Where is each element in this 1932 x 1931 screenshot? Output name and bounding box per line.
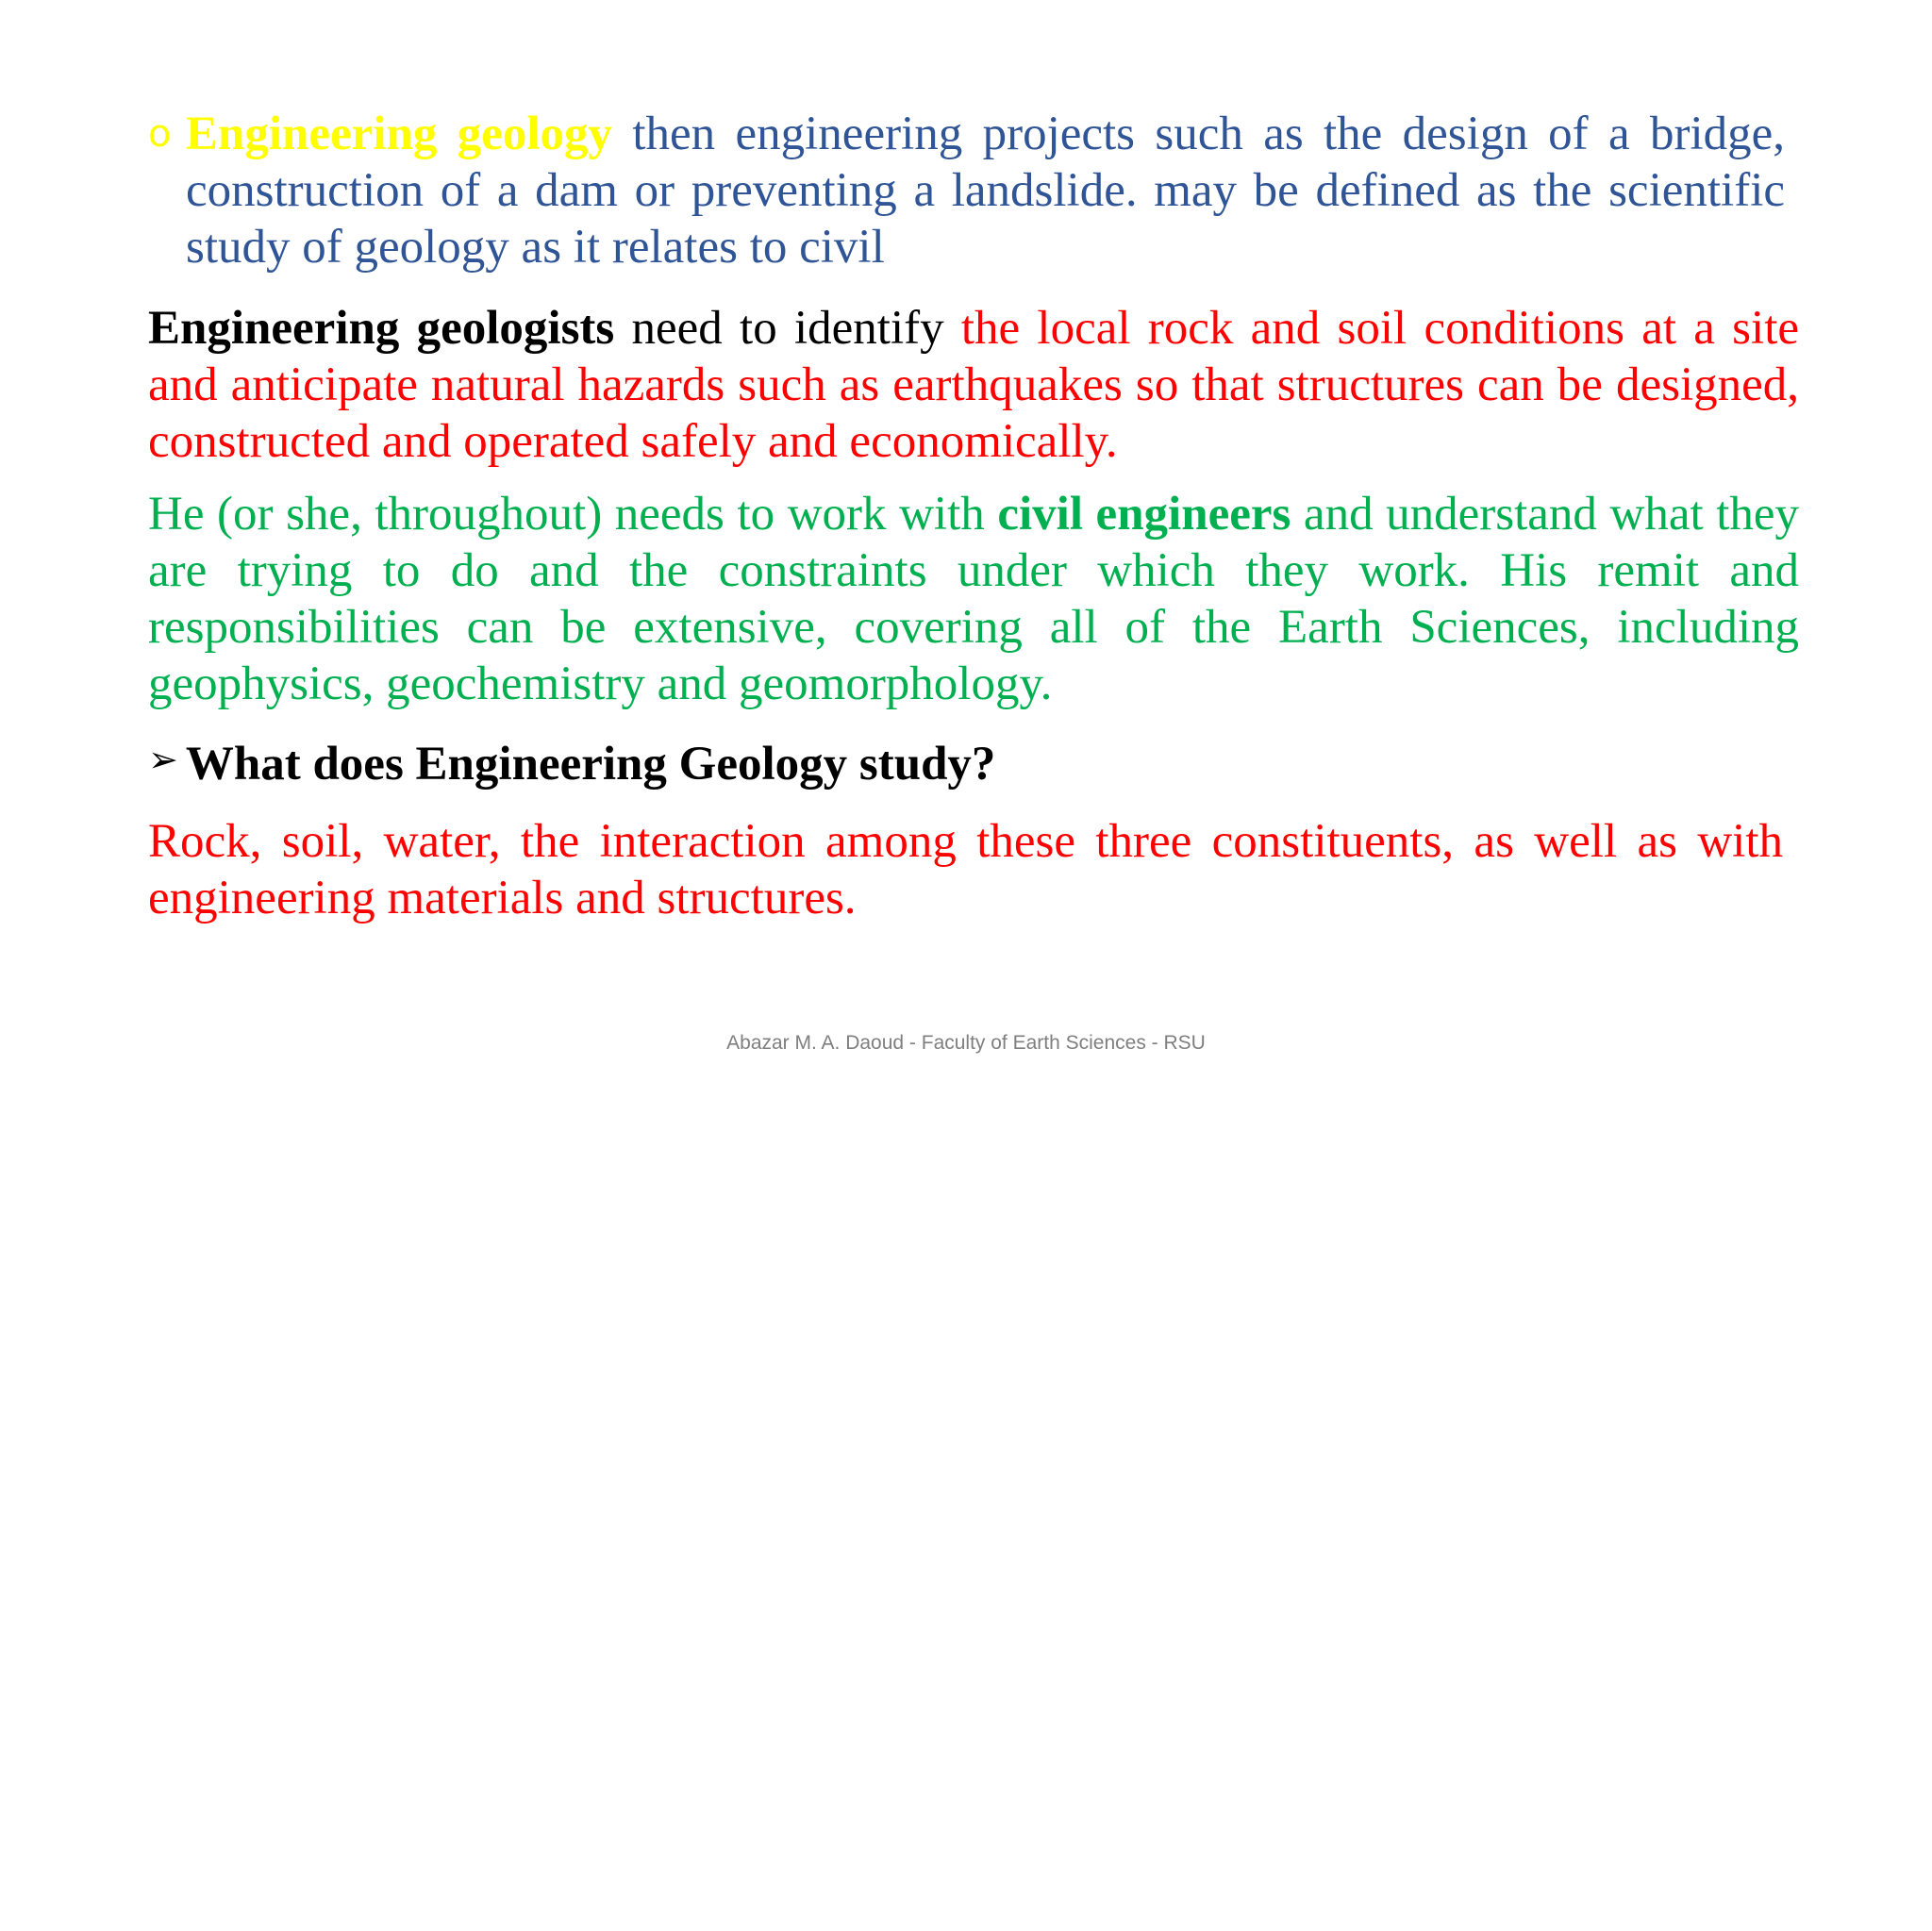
- circle-bullet-icon: o: [148, 112, 172, 156]
- term-civil-engineers: civil engineers: [997, 488, 1291, 541]
- paragraph-3-text-before: He (or she, throughout) needs to work with: [148, 488, 998, 541]
- paragraph-4-text: Rock, soil, water, the interaction among these three constituents, as well as with engineering materials and structures.: [148, 815, 1783, 924]
- paragraph-engineering-geologists: [148, 300, 1799, 470]
- paragraph-engineering-geology: [148, 106, 1785, 275]
- paragraph-1-text: then engineering projects such as the design of a bridge, construction of a dam or preventing a landslide. may be defined as the scientific study of geology as it relates to civil: [186, 108, 1786, 274]
- paragraph-study-subjects: [148, 813, 1783, 926]
- heading-text: What does Engineering Geology study?: [185, 738, 996, 791]
- paragraph-2-red-text: the local rock and soil conditions at a site and anticipate natural hazards such as earthquakes so that structures can be designed, constructed and operated safely and economically.: [148, 302, 1799, 468]
- paragraph-civil-engineers: [148, 486, 1799, 712]
- term-engineering-geology: Engineering geology: [186, 108, 613, 160]
- paragraph-3-text-after: and understand what they are trying to do and the constraints under which they work. His remit and responsibilities can be extensive, covering all of the Earth Sciences, including geophysics, geochemistry and geomorphology.: [148, 488, 1800, 710]
- paragraph-2-black-text: need to identify: [614, 302, 961, 355]
- section-heading: [148, 736, 995, 792]
- slide-footer: Abazar M. A. Daoud - Faculty of Earth Sciences - RSU: [726, 1032, 1206, 1054]
- term-engineering-geologists: Engineering geologists: [148, 302, 615, 355]
- arrow-bullet-icon: ➢: [148, 739, 178, 780]
